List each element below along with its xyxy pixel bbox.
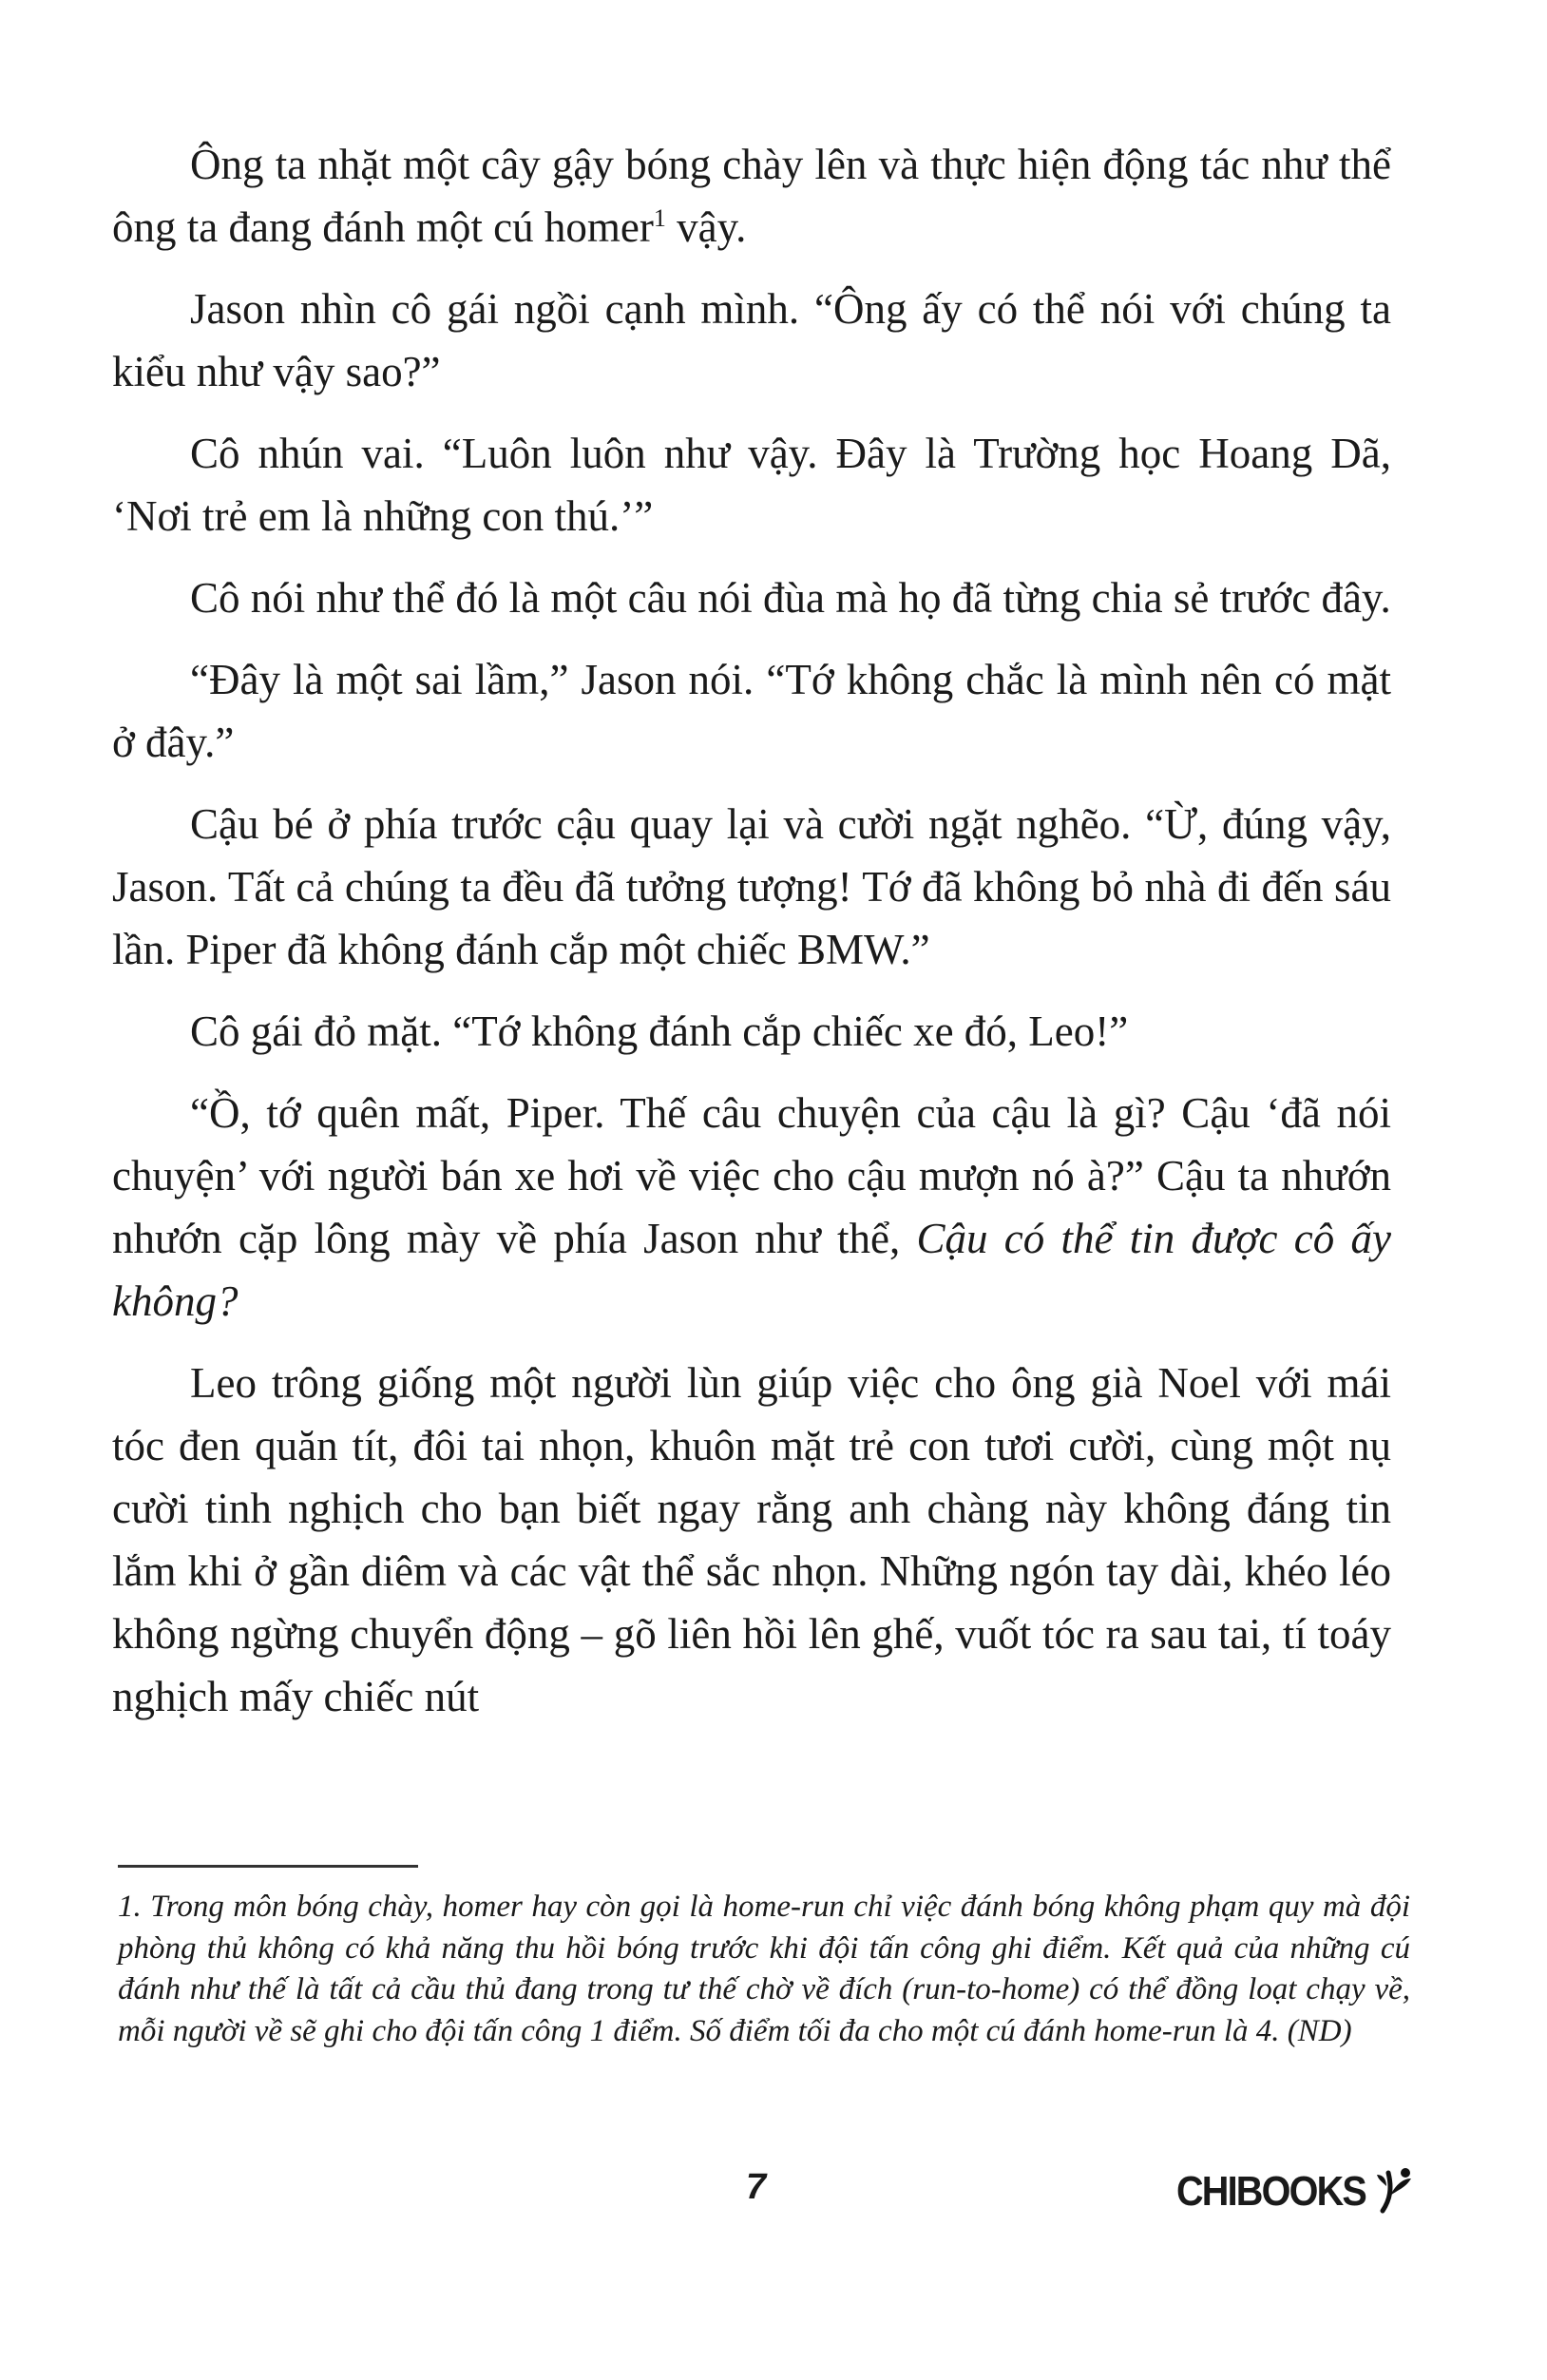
paragraph-3: Cô nhún vai. “Luôn luôn như vậy. Đây là Trường học Hoang Dã, ‘Nơi trẻ em là những con thú.’” bbox=[112, 430, 1391, 540]
paragraph-8-italic: Cậu có thể tin được cô ấy không? bbox=[112, 1215, 1391, 1325]
page-number: 7 bbox=[746, 2167, 767, 2207]
paragraph-7: Cô gái đỏ mặt. “Tớ không đánh cắp chiếc xe đó, Leo!” bbox=[190, 1008, 1129, 1055]
paragraph-1 bbox=[112, 133, 1391, 259]
publisher-name: CHIBOOKS bbox=[1176, 2168, 1366, 2215]
paragraph-8 bbox=[112, 1082, 1391, 1333]
body-text bbox=[112, 133, 1391, 1747]
footnote: 1. Trong môn bóng chày, homer hay còn gọi là home-run chỉ việc đánh bóng không phạm quy mà đội phòng thủ không có khả năng thu hồi bóng trước khi đội tấn công ghi điểm. Kết quả của những cú đánh như thế là tất cả cầu thủ đang trong tư thế chờ về đích (run-to-home) có thể đồng loạt chạy về, mỗi người về sẽ ghi cho đội tấn công 1 điểm. Số điểm tối đa cho một cú đánh home-run là 4. (ND) bbox=[118, 1890, 1410, 2048]
footnote-marker[interactable]: 1 bbox=[653, 204, 666, 232]
leaf-sprout-icon bbox=[1377, 2167, 1417, 2217]
paragraph-5: “Đây là một sai lầm,” Jason nói. “Tớ không chắc là mình nên có mặt ở đây.” bbox=[112, 656, 1391, 766]
paragraph-8-text: “Ồ, tớ quên mất, Piper. Thế câu chuyện của cậu là gì? Cậu ‘đã nói chuyện’ với người bán xe hơi về việc cho cậu mượn nó à?” Cậu ta nhướn nhướn cặp lông mày về phía Jason như thể, bbox=[112, 1089, 1391, 1262]
paragraph-1-text-end: vậy. bbox=[665, 203, 747, 251]
paragraph-1-text: Ông ta nhặt một cây gậy bóng chày lên và thực hiện động tác như thể ông ta đang đánh một cú homer bbox=[112, 141, 1391, 251]
paragraph-6: Cậu bé ở phía trước cậu quay lại và cười ngặt nghẽo. “Ừ, đúng vậy, Jason. Tất cả chúng ta đều đã tưởng tượng! Tớ đã không bỏ nhà đi đến sáu lần. Piper đã không đánh cắp một chiếc BMW.” bbox=[112, 800, 1391, 973]
publisher-logo bbox=[1176, 2167, 1417, 2217]
footnote-divider bbox=[118, 1865, 418, 1868]
paragraph-2: Jason nhìn cô gái ngồi cạnh mình. “Ông ấy có thể nói với chúng ta kiểu như vậy sao?” bbox=[112, 285, 1391, 395]
paragraph-9: Leo trông giống một người lùn giúp việc cho ông già Noel với mái tóc đen quăn tít, đôi tai nhọn, khuôn mặt trẻ con tươi cười, cùng một nụ cười tinh nghịch cho bạn biết ngay rằng anh chàng này không đáng tin lắm khi ở gần diêm và các vật thể sắc nhọn. Những ngón tay dài, khéo léo không ngừng chuyển động – gõ liên hồi lên ghế, vuốt tóc ra sau tai, tí toáy nghịch mấy chiếc nút bbox=[112, 1359, 1391, 1720]
paragraph-4: Cô nói như thể đó là một câu nói đùa mà họ đã từng chia sẻ trước đây. bbox=[190, 574, 1391, 622]
